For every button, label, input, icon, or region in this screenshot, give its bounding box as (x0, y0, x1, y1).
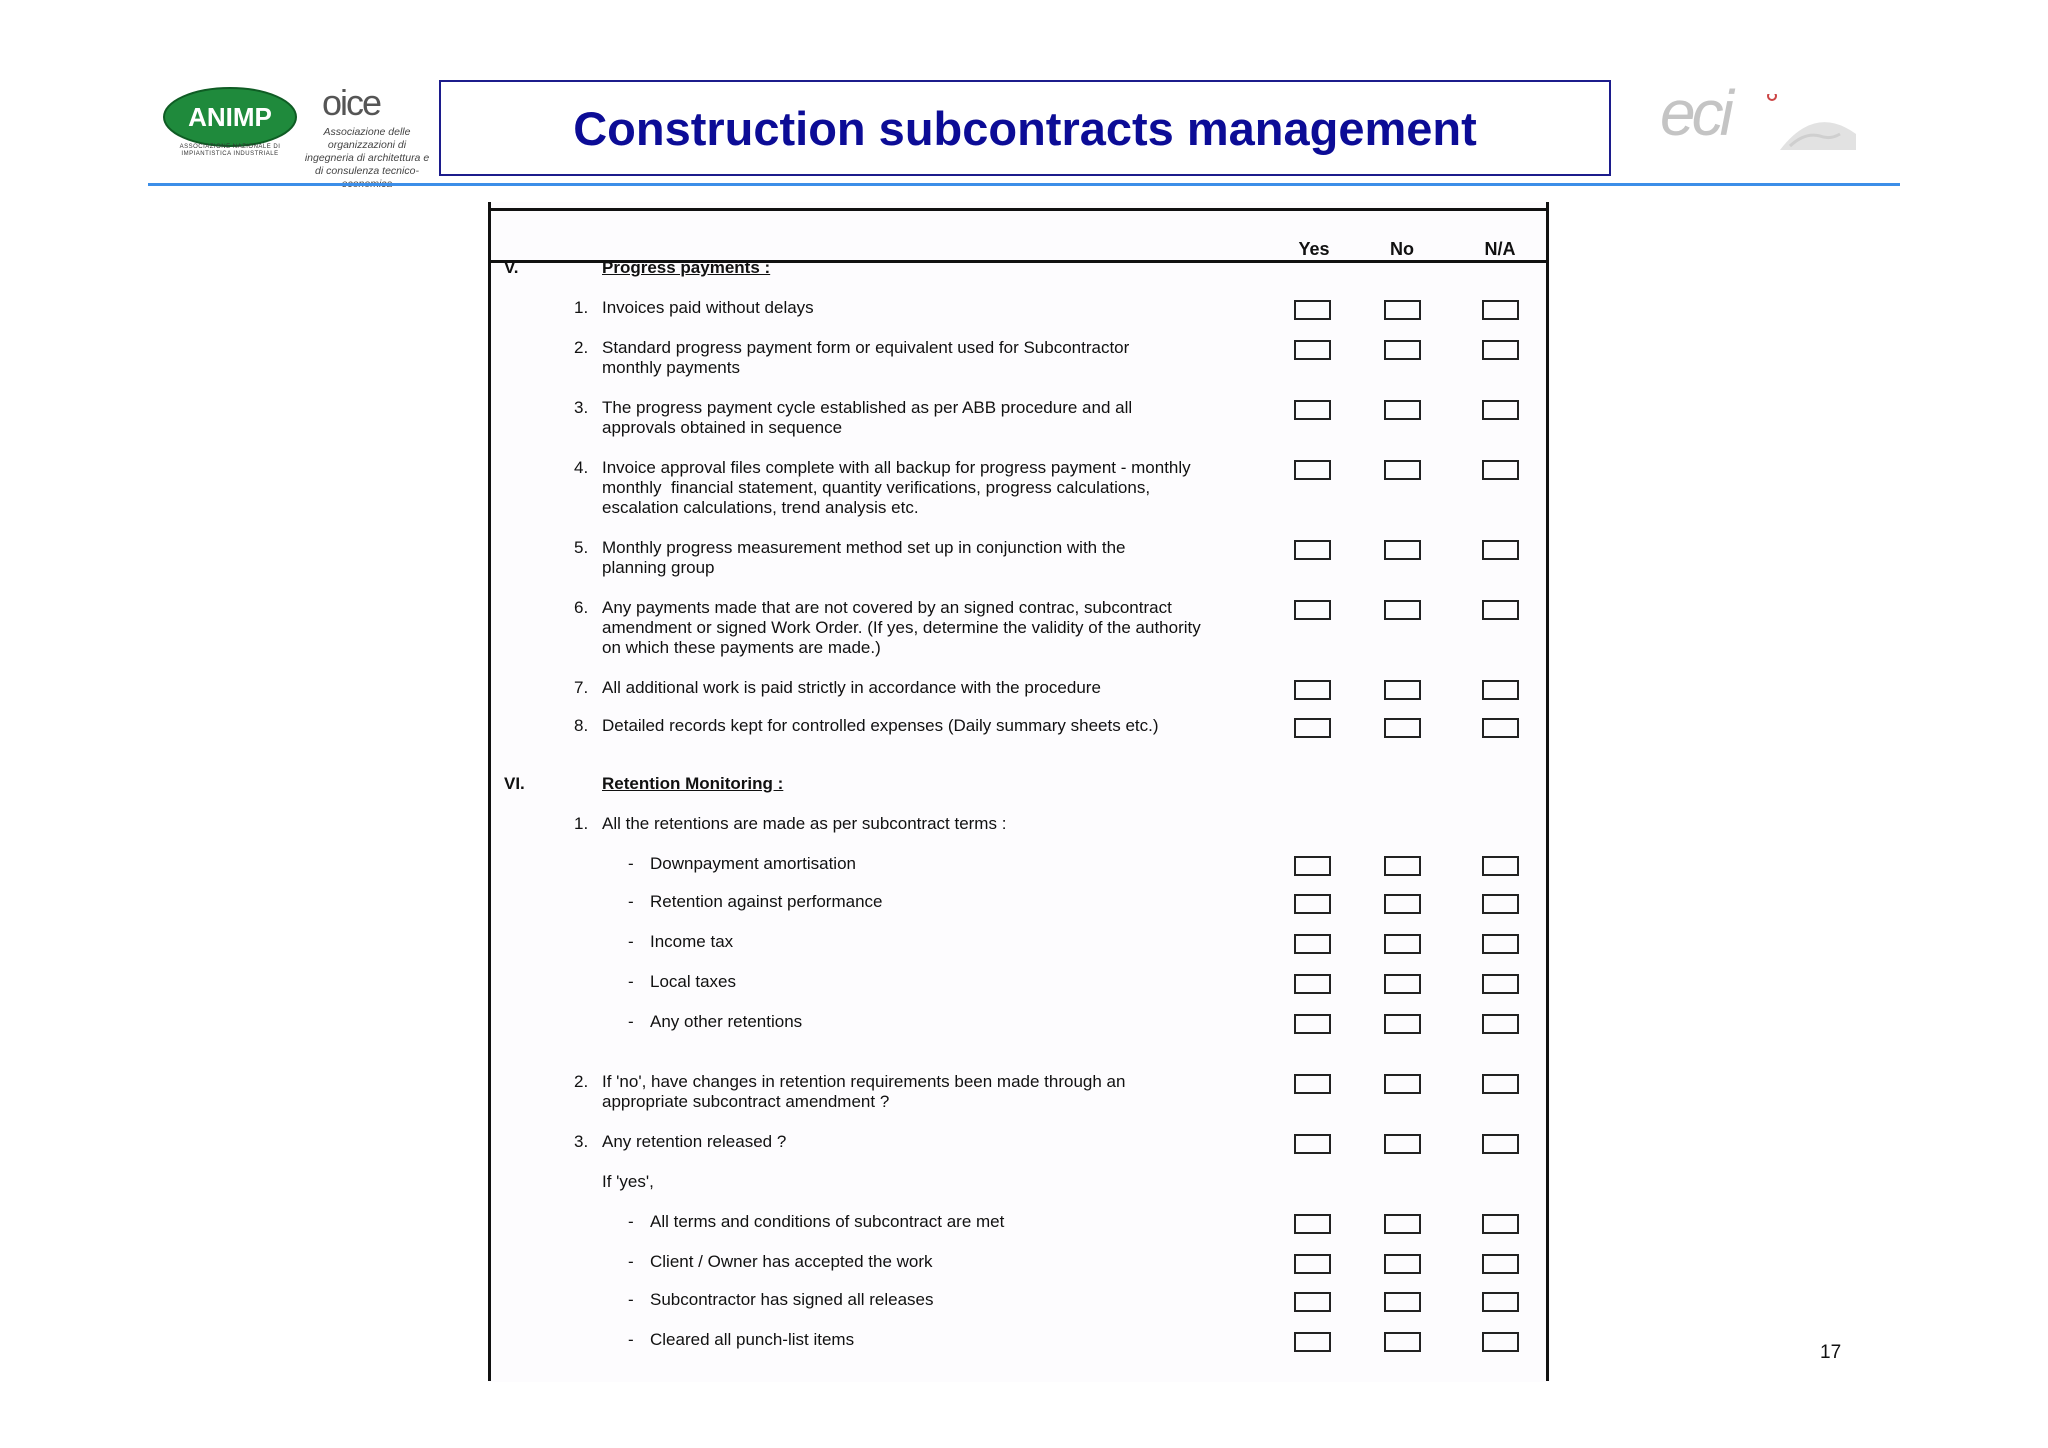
item-text: Cleared all punch-list items (650, 1330, 855, 1349)
na-checkbox[interactable] (1482, 340, 1519, 360)
oice-subtitle: Associazione delle organizzazioni di ingegneria di architettura e di consulenza tecnico- (304, 126, 430, 177)
item-number: 3. (574, 1132, 589, 1151)
item-text: If 'yes', (602, 1172, 654, 1191)
no-checkbox[interactable] (1384, 934, 1421, 954)
item-number: 2. (574, 338, 589, 357)
yes-checkbox[interactable] (1294, 1134, 1331, 1154)
no-checkbox[interactable] (1384, 974, 1421, 994)
yes-checkbox[interactable] (1294, 1014, 1331, 1034)
item-number: 1. (574, 298, 589, 317)
item-number: 4. (574, 458, 589, 477)
checklist-document (488, 202, 1550, 1382)
yes-checkbox[interactable] (1294, 1254, 1331, 1274)
yes-checkbox[interactable] (1294, 1292, 1331, 1312)
item-number: 8. (574, 716, 589, 735)
yes-checkbox[interactable] (1294, 540, 1331, 560)
no-checkbox[interactable] (1384, 1254, 1421, 1274)
na-checkbox[interactable] (1482, 934, 1519, 954)
item-text: Local taxes (650, 972, 736, 991)
yes-checkbox[interactable] (1294, 680, 1331, 700)
doc-right-border (1546, 202, 1549, 1381)
item-number: 7. (574, 678, 589, 697)
no-checkbox[interactable] (1384, 340, 1421, 360)
item-bullet: - (628, 1212, 634, 1231)
eci-logo (1660, 77, 1860, 156)
na-checkbox[interactable] (1482, 1214, 1519, 1234)
na-checkbox[interactable] (1482, 1332, 1519, 1352)
no-checkbox[interactable] (1384, 400, 1421, 420)
item-text: Invoices paid without delays (602, 298, 814, 317)
no-checkbox[interactable] (1384, 1074, 1421, 1094)
item-text: Retention against performance (650, 892, 883, 911)
na-checkbox[interactable] (1482, 1014, 1519, 1034)
page-number: 17 (1820, 1342, 1842, 1363)
yes-checkbox[interactable] (1294, 1074, 1331, 1094)
yes-checkbox[interactable] (1294, 400, 1331, 420)
animp-logo-text: ANIMP (188, 102, 272, 132)
no-checkbox[interactable] (1384, 300, 1421, 320)
item-text: Any retention released ? (602, 1132, 787, 1151)
item-text: Invoice approval files complete with all backup for progress payment - monthly monthly financial statement, quantity verifications, progress calculations, escalation calculations, trend analysis etc. (602, 458, 1191, 517)
item-number: 5. (574, 538, 589, 557)
section-number: VI. (504, 774, 525, 793)
no-checkbox[interactable] (1384, 1214, 1421, 1234)
item-bullet: - (628, 972, 634, 991)
column-header-na: N/A (1484, 239, 1516, 259)
yes-checkbox[interactable] (1294, 894, 1331, 914)
na-checkbox[interactable] (1482, 540, 1519, 560)
na-checkbox[interactable] (1482, 856, 1519, 876)
no-checkbox[interactable] (1384, 600, 1421, 620)
no-checkbox[interactable] (1384, 894, 1421, 914)
yes-checkbox[interactable] (1294, 934, 1331, 954)
item-text: Client / Owner has accepted the work (650, 1252, 933, 1271)
yes-checkbox[interactable] (1294, 1214, 1331, 1234)
no-checkbox[interactable] (1384, 680, 1421, 700)
yes-checkbox[interactable] (1294, 340, 1331, 360)
no-checkbox[interactable] (1384, 540, 1421, 560)
title-box (439, 80, 1611, 176)
item-bullet: - (628, 1330, 634, 1349)
item-number: 3. (574, 398, 589, 417)
header-divider (148, 183, 1900, 186)
item-number: 2. (574, 1072, 589, 1091)
item-text: Any other retentions (650, 1012, 803, 1031)
no-checkbox[interactable] (1384, 856, 1421, 876)
no-checkbox[interactable] (1384, 1134, 1421, 1154)
item-text: Any payments made that are not covered by an signed contrac, subcontract amendment or signed Work Order. (If yes, determine the validity of the authority on which these payments are made.) (602, 598, 1201, 657)
animp-logo (162, 86, 298, 148)
item-bullet: - (628, 1252, 634, 1271)
globe-icon (1760, 94, 1860, 154)
item-bullet: - (628, 932, 634, 951)
na-checkbox[interactable] (1482, 600, 1519, 620)
item-bullet: - (628, 1012, 634, 1031)
doc-left-border (488, 202, 491, 1381)
na-checkbox[interactable] (1482, 1254, 1519, 1274)
oice-logo (304, 82, 430, 177)
yes-checkbox[interactable] (1294, 300, 1331, 320)
yes-checkbox[interactable] (1294, 460, 1331, 480)
oice-logo-word: oice (322, 82, 381, 123)
section-title: Progress payments : (602, 258, 771, 277)
item-text: All the retentions are made as per subcontract terms : (602, 814, 1007, 833)
item-text: Income tax (650, 932, 734, 951)
no-checkbox[interactable] (1384, 460, 1421, 480)
item-text: Subcontractor has signed all releases (650, 1290, 934, 1309)
na-checkbox[interactable] (1482, 300, 1519, 320)
na-checkbox[interactable] (1482, 974, 1519, 994)
yes-checkbox[interactable] (1294, 600, 1331, 620)
na-checkbox[interactable] (1482, 680, 1519, 700)
na-checkbox[interactable] (1482, 1074, 1519, 1094)
na-checkbox[interactable] (1482, 894, 1519, 914)
yes-checkbox[interactable] (1294, 974, 1331, 994)
item-text: Detailed records kept for controlled expenses (Daily summary sheets etc.) (602, 716, 1159, 735)
na-checkbox[interactable] (1482, 460, 1519, 480)
item-text: Downpayment amortisation (650, 854, 856, 873)
item-text: All terms and conditions of subcontract are met (650, 1212, 1005, 1231)
item-text: Monthly progress measurement method set up in conjunction with the planning group (602, 538, 1126, 577)
na-checkbox[interactable] (1482, 718, 1519, 738)
item-bullet: - (628, 1290, 634, 1309)
yes-checkbox[interactable] (1294, 718, 1331, 738)
animp-subtitle: ASSOCIAZIONE NAZIONALE DI IMPIANTISTICA INDUSTRIALE (179, 144, 281, 157)
section-title: Retention Monitoring : (602, 774, 784, 793)
no-checkbox[interactable] (1384, 1332, 1421, 1352)
na-checkbox[interactable] (1482, 1134, 1519, 1154)
no-checkbox[interactable] (1384, 718, 1421, 738)
item-bullet: - (628, 892, 634, 911)
column-header-no: No (1390, 239, 1414, 259)
column-header-yes: Yes (1298, 239, 1330, 259)
item-bullet: - (628, 854, 634, 873)
eci-logo-word: eci (1660, 77, 1730, 149)
item-number: 1. (574, 814, 589, 833)
na-checkbox[interactable] (1482, 1292, 1519, 1312)
item-number: 6. (574, 598, 589, 617)
no-checkbox[interactable] (1384, 1014, 1421, 1034)
section-number: V. (504, 258, 519, 277)
page-title: Construction subcontracts management (573, 101, 1477, 155)
yes-checkbox[interactable] (1294, 856, 1331, 876)
item-text: If 'no', have changes in retention requirements been made through an appropriate subcontract amendment ? (602, 1072, 1126, 1111)
doc-top-rule (488, 208, 1549, 211)
item-text: The progress payment cycle established as per ABB procedure and all approvals obtained in sequence (602, 398, 1133, 437)
na-checkbox[interactable] (1482, 400, 1519, 420)
no-checkbox[interactable] (1384, 1292, 1421, 1312)
item-text: Standard progress payment form or equivalent used for Subcontractor monthly payments (602, 338, 1130, 377)
yes-checkbox[interactable] (1294, 1332, 1331, 1352)
item-text: All additional work is paid strictly in accordance with the procedure (602, 678, 1101, 697)
